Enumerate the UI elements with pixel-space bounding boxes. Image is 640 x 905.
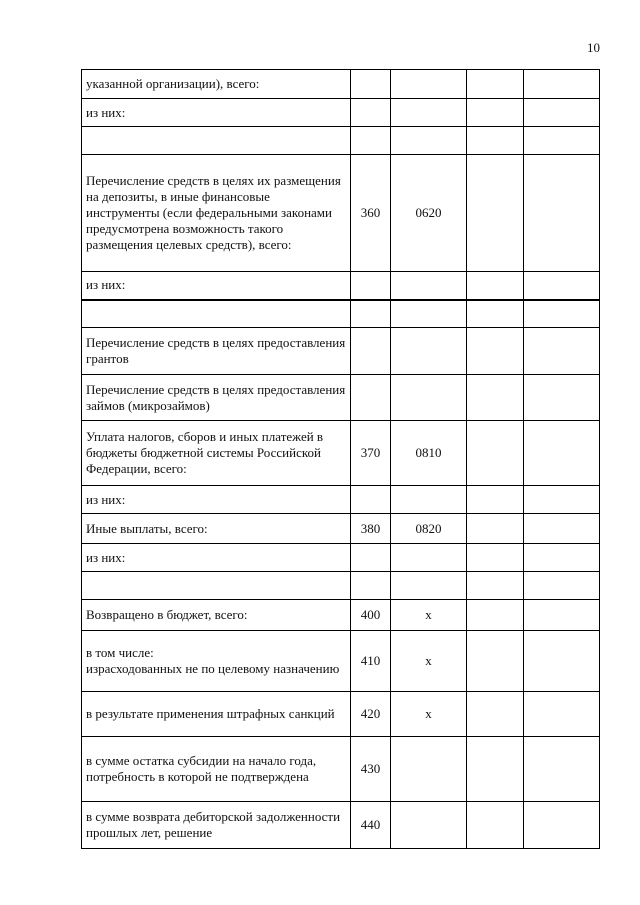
row-line-code-cell <box>351 70 391 99</box>
row-name-cell: указанной организации), всего: <box>82 70 351 99</box>
row-amount-cell <box>524 802 600 849</box>
row-budget-code-cell <box>391 544 467 572</box>
row-line-code-cell: 400 <box>351 600 391 631</box>
row-amount-cell <box>524 544 600 572</box>
row-amount-cell <box>524 421 600 486</box>
row-amount-cell <box>467 155 524 272</box>
row-line-code-cell <box>351 328 391 375</box>
row-line-code-cell: 370 <box>351 421 391 486</box>
table-row <box>82 70 600 99</box>
row-budget-code-cell: x <box>391 631 467 692</box>
table-row <box>82 572 600 600</box>
row-line-code-cell: 440 <box>351 802 391 849</box>
table-row <box>82 486 600 514</box>
row-budget-code-cell: x <box>391 692 467 737</box>
row-amount-cell <box>467 600 524 631</box>
report-table <box>81 69 600 849</box>
row-amount-cell <box>524 375 600 421</box>
row-amount-cell <box>524 631 600 692</box>
row-amount-cell <box>524 572 600 600</box>
table-row <box>82 802 600 849</box>
row-budget-code-cell <box>391 486 467 514</box>
row-budget-code-cell <box>391 70 467 99</box>
row-name-cell: Перечисление средств в целях предоставления грантов <box>82 328 351 375</box>
row-amount-cell <box>524 514 600 544</box>
row-budget-code-cell: 0810 <box>391 421 467 486</box>
table-row <box>82 127 600 155</box>
row-budget-code-cell <box>391 802 467 849</box>
row-line-code-cell <box>351 300 391 328</box>
row-budget-code-cell <box>391 737 467 802</box>
row-amount-cell <box>467 514 524 544</box>
table-row <box>82 300 600 328</box>
row-line-code-cell <box>351 127 391 155</box>
row-name-cell: из них: <box>82 99 351 127</box>
row-budget-code-cell <box>391 375 467 421</box>
row-line-code-cell: 380 <box>351 514 391 544</box>
row-amount-cell <box>467 421 524 486</box>
row-name-cell: в том числе: израсходованных не по целевому назначению <box>82 631 351 692</box>
row-line-code-cell <box>351 544 391 572</box>
row-name-cell: из них: <box>82 272 351 300</box>
row-line-code-cell: 360 <box>351 155 391 272</box>
row-amount-cell <box>524 328 600 375</box>
table-row <box>82 375 600 421</box>
table-row <box>82 544 600 572</box>
row-amount-cell <box>467 328 524 375</box>
table-row <box>82 421 600 486</box>
row-amount-cell <box>524 737 600 802</box>
row-budget-code-cell <box>391 300 467 328</box>
report-table-body <box>82 70 600 849</box>
row-budget-code-cell <box>391 328 467 375</box>
table-row <box>82 99 600 127</box>
row-name-cell: Возвращено в бюджет, всего: <box>82 600 351 631</box>
table-row <box>82 600 600 631</box>
row-budget-code-cell: x <box>391 600 467 631</box>
row-budget-code-cell <box>391 127 467 155</box>
row-amount-cell <box>467 737 524 802</box>
row-amount-cell <box>524 486 600 514</box>
row-amount-cell <box>467 631 524 692</box>
row-budget-code-cell <box>391 272 467 300</box>
table-row <box>82 514 600 544</box>
row-budget-code-cell: 0620 <box>391 155 467 272</box>
row-name-cell: Перечисление средств в целях их размещения на депозиты, в иные финансовые инструменты (если федеральными законами предусмотрена возможность такого размещения целевых средств), всего: <box>82 155 351 272</box>
row-amount-cell <box>524 155 600 272</box>
row-name-cell: из них: <box>82 544 351 572</box>
row-name-cell: Иные выплаты, всего: <box>82 514 351 544</box>
table-row <box>82 631 600 692</box>
row-name-cell: из них: <box>82 486 351 514</box>
table-row <box>82 328 600 375</box>
row-name-cell <box>82 300 351 328</box>
row-amount-cell <box>524 99 600 127</box>
row-line-code-cell <box>351 486 391 514</box>
table-row <box>82 692 600 737</box>
row-amount-cell <box>467 544 524 572</box>
row-amount-cell <box>524 692 600 737</box>
row-budget-code-cell: 0820 <box>391 514 467 544</box>
row-amount-cell <box>524 300 600 328</box>
table-row <box>82 155 600 272</box>
page-number: 10 <box>587 40 600 55</box>
row-name-cell <box>82 127 351 155</box>
row-name-cell: в результате применения штрафных санкций <box>82 692 351 737</box>
row-line-code-cell <box>351 272 391 300</box>
row-amount-cell <box>467 375 524 421</box>
row-amount-cell <box>524 127 600 155</box>
row-amount-cell <box>467 70 524 99</box>
row-line-code-cell <box>351 375 391 421</box>
row-amount-cell <box>467 802 524 849</box>
table-row <box>82 272 600 300</box>
row-amount-cell <box>467 692 524 737</box>
row-name-cell: Перечисление средств в целях предоставления займов (микрозаймов) <box>82 375 351 421</box>
row-amount-cell <box>524 70 600 99</box>
row-amount-cell <box>467 272 524 300</box>
row-amount-cell <box>467 572 524 600</box>
row-amount-cell <box>467 127 524 155</box>
row-line-code-cell: 410 <box>351 631 391 692</box>
table-row <box>82 737 600 802</box>
row-amount-cell <box>467 300 524 328</box>
row-name-cell: в сумме остатка субсидии на начало года, потребность в которой не подтверждена <box>82 737 351 802</box>
row-budget-code-cell <box>391 99 467 127</box>
row-line-code-cell: 420 <box>351 692 391 737</box>
row-amount-cell <box>524 272 600 300</box>
row-amount-cell <box>524 600 600 631</box>
row-line-code-cell <box>351 99 391 127</box>
row-amount-cell <box>467 99 524 127</box>
row-budget-code-cell <box>391 572 467 600</box>
row-amount-cell <box>467 486 524 514</box>
row-name-cell: в сумме возврата дебиторской задолженности прошлых лет, решение <box>82 802 351 849</box>
row-line-code-cell: 430 <box>351 737 391 802</box>
row-name-cell <box>82 572 351 600</box>
row-name-cell: Уплата налогов, сборов и иных платежей в бюджеты бюджетной системы Российской Федерации, всего: <box>82 421 351 486</box>
row-line-code-cell <box>351 572 391 600</box>
